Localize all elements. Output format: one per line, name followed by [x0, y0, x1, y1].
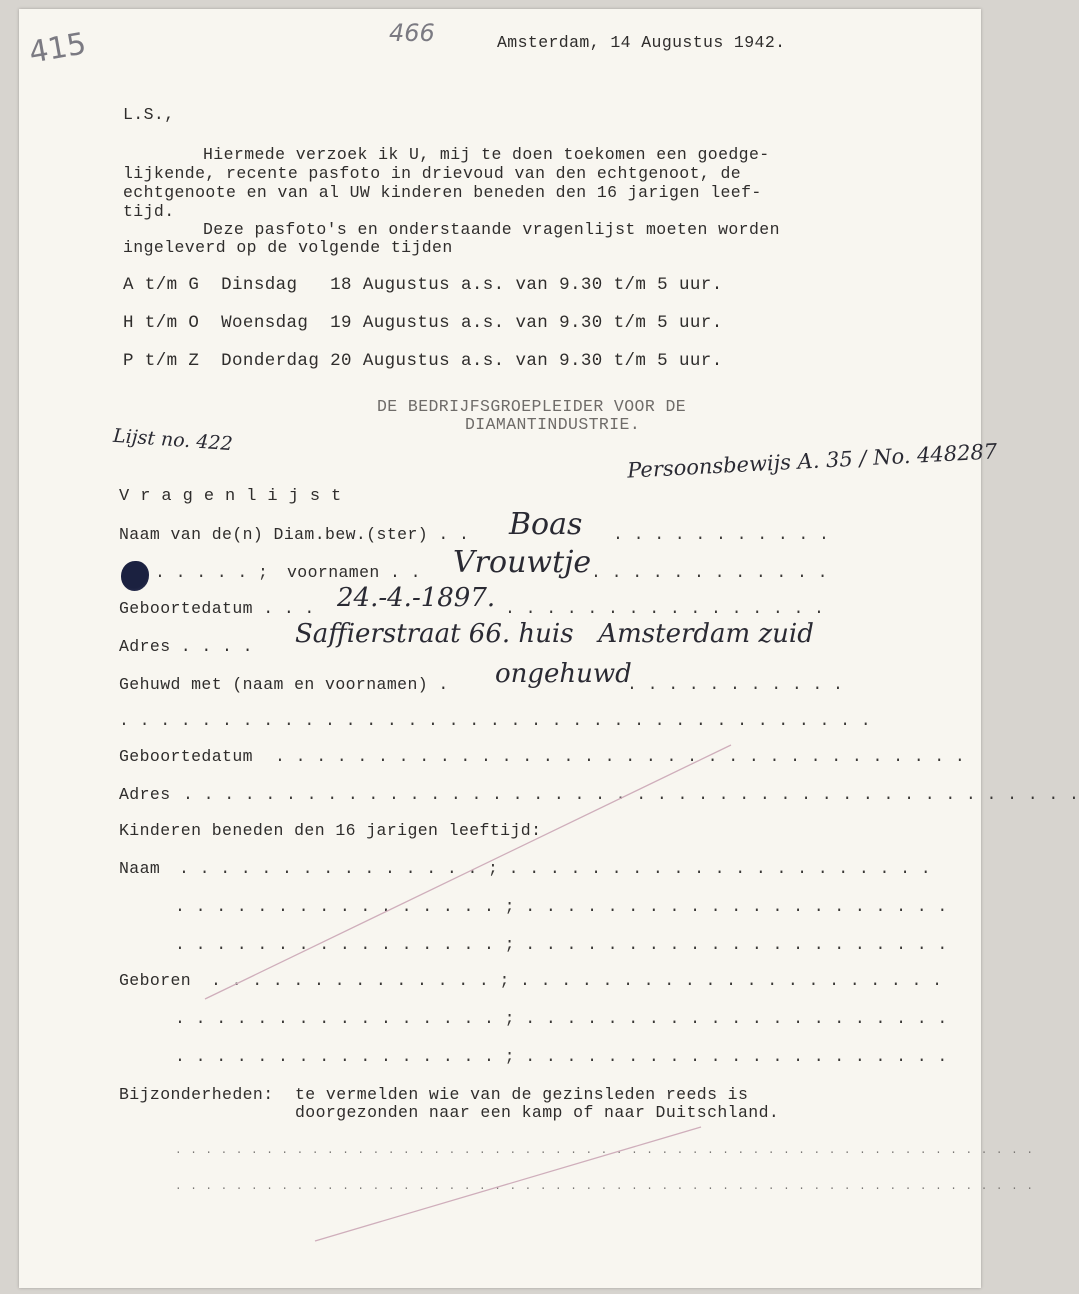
dotted-line: . . . . . . . . . . . . . . . . ; . . . . . . . . . . . . . . . . . . . . . [175, 1009, 948, 1028]
dotted-line: . . . . . . . . . . . . . . . . . . . . . . . . . . . . . . . . . . . . . . . . . . . . [183, 785, 1079, 804]
address2-label: Adres [119, 785, 171, 804]
notes-text-line: te vermelden wie van de gezinsleden reeds is [295, 1085, 749, 1104]
dotted-line: . . . . . . . . . . . [627, 675, 844, 694]
schedule-row: P t/m Z Donderdag 20 Augustus a.s. van 9.30 t/m 5 uur. [123, 351, 723, 371]
notes-text-line: doorgezonden naar een kamp of naar Duitschland. [295, 1103, 780, 1122]
dotted-line: . . . . . . . . . . . . . . . ; . . . . . . . . . . . . . . . . . . . . . [179, 859, 932, 878]
document-page: 415 466 Amsterdam, 14 Augustus 1942. L.S., Hiermede verzoek ik U, mij te doen toekomen een goedge- lijkende, recente pasfoto in drievoud van den echtgenoot, de echtgenoote en van al UW kinderen beneden den 16 jarigen leef- tijd. Deze pasfoto's en onderstaande vragenlijst moeten worden ingeleverd op de volgende tijden A t/m G Dinsdag 18 Augustus a.s. van 9.30 t/m 5 uur. H t/m O Woensdag 19 Augustus a.s. van 9.30 t/m 5 uur. P t/m Z Donderdag 20 Augustus a.s. van 9.30 t/m 5 uur. DE BEDRIJFSGROEPLEIDER VOOR DE DIAMANTINDUSTRIE. Lijst no. 422 Persoonsbewijs A. 35 / No. 448287 V r a g e n l i j s t Naam van de(n) Diam.bew.(ster) . . Boas . . . . . . . . . . . . . . . . ; voornamen . . Vrouwtje . . . . . . . . . . . . Geboortedatum . . . 24.-4.-1897. . . . . . . . . . . . . . . . . Adres . . . . Saffierstraat 66. huis Amsterdam zuid Gehuwd met (naam en voornamen) . ongehuwd . . . . . . . . . . . . . . . . . . . . . . . . . . . . . . . . . . . . . . . . . . . . . . . . Geboortedatum . . . . . . . . . . . . . . . . . . . . . . . . . . . . . . . . . . Adres . . . . . . . . . . . . . . . . . . . . . . . . . . . . . . . . . . . . . . . . . . . . Kinderen beneden den 16 jarigen leeftijd: Naam . . . . . . . . . . . . . . . ; . . . . . . . . . . . . . . . . . . . . . . . . . . . . . . . . . . . . . ; . . . . . . . . . . . . . . . . . . . . . . . . . . . . . . . . . . . . . ; . . . . . . . . . . . . . . . . . . . . . Geboren . . . . . . . . . . . . . . ; . . . . . . . . . . . . . . . . . . . . . . . . . . . . . . . . . . . . . ; . . . . . . . . . . . . . . . . . . . . . . . . . . . . . . . . . . . . . ; . . . . . . . . . . . . . . . . . . . . . Bijzonderheden: te vermelden wie van de gezinsleden reeds is doorgezonden naar een kamp of naar Duitschland. . . . . . . . . . . . . . . . . . . . . . . . . . . . . . . . . . . . . . . . . . . . . . . . . . . . . . . . . . . . . . . . . . . . . . . . . . . . . . . . . . . . . . . . . . . . . . . . . . . . . . . . . . . . . . . . . . . [19, 9, 981, 1288]
born-label: Geboren [119, 971, 192, 990]
dotted-line: . . . . . . . . . . . . . . . . ; . . . . . . . . . . . . . . . . . . . . . [175, 1047, 948, 1066]
schedule-row: A t/m G Dinsdag 18 Augustus a.s. van 9.30 t/m 5 uur. [123, 275, 723, 295]
schedule-row: H t/m O Woensdag 19 Augustus a.s. van 9.30 t/m 5 uur. [123, 313, 723, 333]
dotted-line: . . . . . . . . . . . . . . . . . . . . . . . . . . . . . . . . . . . . . . . . . . . . . . . . . . . . . . . . . [175, 1145, 1034, 1157]
notes-label: Bijzonderheden: [119, 1085, 274, 1104]
pencil-strike-line [315, 1127, 701, 1241]
pencil-page-number-466: 466 [389, 19, 435, 47]
first-names-label: voornamen . . [287, 563, 421, 582]
dob-label: Geboortedatum . . . [119, 599, 315, 618]
dotted-line: . . . . . . . . . . . . . . . . . . . . . . . . . . . . . . . . . . . . . [119, 711, 872, 730]
first-names-value: Vrouwtje [453, 545, 592, 580]
dotted-line: . . . . . . . . . . . [613, 525, 830, 544]
letter-date: Amsterdam, 14 Augustus 1942. [497, 33, 786, 52]
dotted-line: . . . . . . . . . . . . . . . . [505, 599, 825, 618]
dotted-line: . . . . . . . . . . . . . . . . . . . . . . . . . . . . . . . . . . [275, 747, 966, 766]
address-value: Saffierstraat 66. huis Amsterdam zuid [295, 619, 814, 649]
children-label: Kinderen beneden den 16 jarigen leeftijd: [119, 821, 542, 840]
pencil-strike-line [205, 745, 731, 999]
address-label: Adres . . . . [119, 637, 253, 656]
name-value: Boas [509, 507, 583, 542]
child-name-label: Naam [119, 859, 161, 878]
letter-salutation: L.S., [123, 105, 175, 124]
married-label: Gehuwd met (naam en voornamen) . [119, 675, 449, 694]
pencil-page-number-415: 415 [26, 26, 89, 71]
dotted-line: . . . . . . . . . . . . . . ; . . . . . . . . . . . . . . . . . . . . . [211, 971, 943, 990]
dotted-line: . . . . . . . . . . . . . . . . . . . . . . . . . . . . . . . . . . . . . . . . . . . . . . . . . . . . . . . . . [175, 1181, 1034, 1193]
dotted-line: . . . . . ; [155, 563, 269, 582]
pencil-strike-lines [19, 9, 981, 1288]
dob2-label: Geboortedatum [119, 747, 253, 766]
married-value: ongehuwd [495, 659, 632, 689]
dob-value: 24.-4.-1897. [337, 583, 496, 613]
list-number-annotation: Lijst no. 422 [112, 424, 234, 456]
dotted-line: . . . . . . . . . . . . . . . . ; . . . . . . . . . . . . . . . . . . . . . [175, 897, 948, 916]
persoonsbewijs-annotation: Persoonsbewijs A. 35 / No. 448287 [626, 439, 998, 483]
name-label: Naam van de(n) Diam.bew.(ster) . . [119, 525, 470, 544]
dotted-line: . . . . . . . . . . . . . . . . ; . . . . . . . . . . . . . . . . . . . . . [175, 935, 948, 954]
dotted-line: . . . . . . . . . . . . [591, 563, 828, 582]
form-title: V r a g e n l i j s t [119, 487, 342, 506]
